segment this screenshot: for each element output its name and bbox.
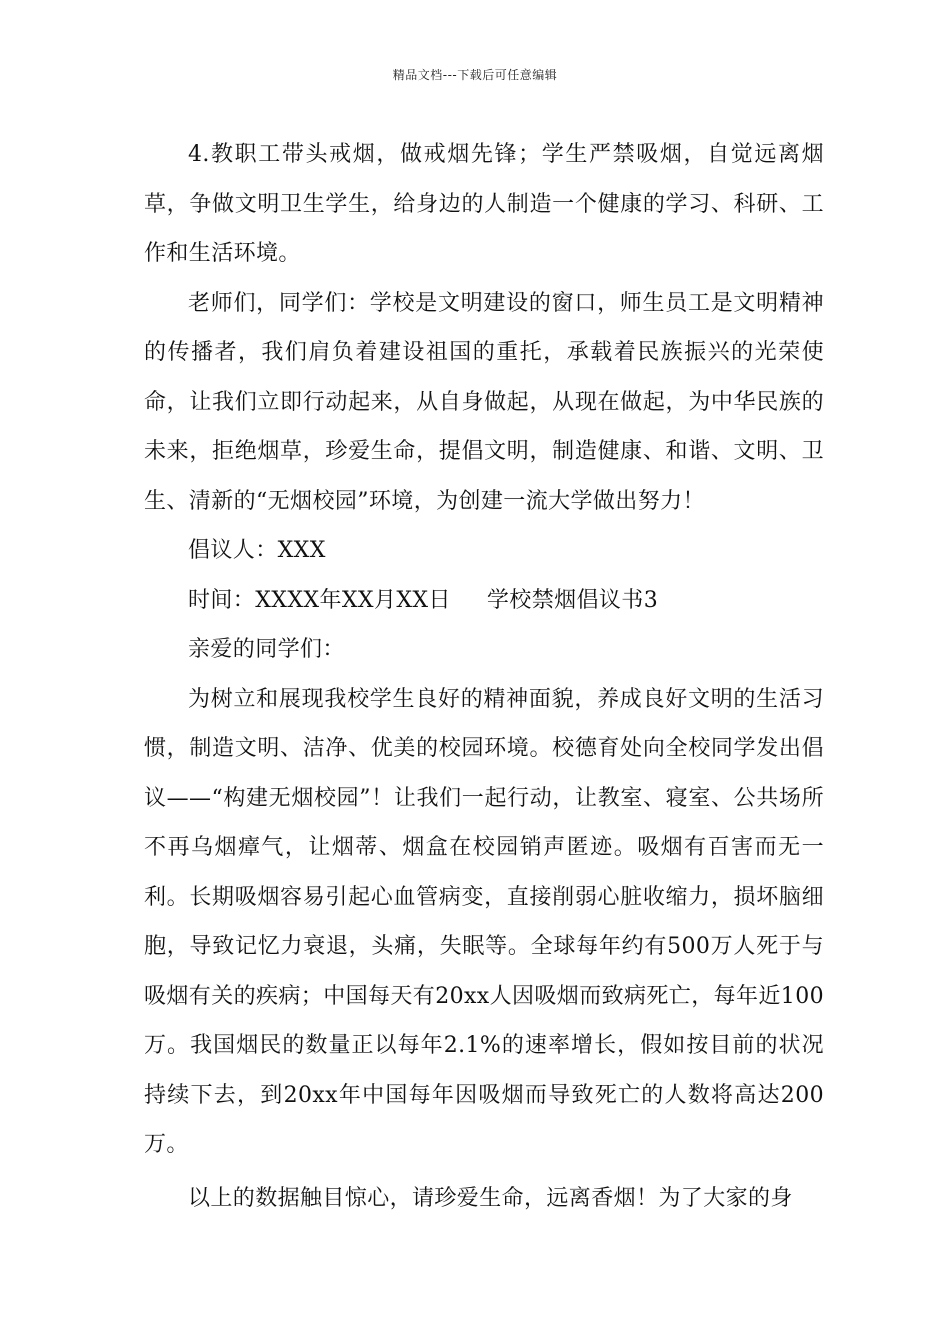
paragraph-proposal: 为树立和展现我校学生良好的精神面貌，养成良好文明的生活习惯，制造文明、洁净、优美的校园环境。校德育处向全校同学发出倡议——“构建无烟校园”！让我们一起行动，让教室、寝室、公共场所不再乌烟瘴气，让烟蒂、烟盒在校园销声匿迹。吸烟有百害而无一利。长期吸烟容易引起心血管病变，直接削弱心脏收缩力，损坏脑细胞，导致记忆力衰退，头痛，失眠等。全球每年约有500万人死于与吸烟有关的疾病；中国每天有20xx人因吸烟而致病死亡，每年近100万。我国烟民的数量正以每年2.1%的速率增长，假如按目前的状况持续下去，到20xx年中国每年因吸烟而导致死亡的人数将高达200万。 bbox=[144, 686, 825, 1157]
paragraph-salutation: 亲爱的同学们： bbox=[188, 637, 345, 662]
paragraph-conclusion: 以上的数据触目惊心，请珍爱生命，远离香烟！为了大家的身 bbox=[188, 1185, 793, 1211]
section-title: 学校禁烟倡议书3 bbox=[486, 587, 659, 613]
paragraph-date-title bbox=[144, 576, 824, 626]
paragraph-teacher-smoking: 4.教职工带头戒烟，做戒烟先锋；学生严禁吸烟，自觉远离烟草，争做文明卫生学生，给身边的人制造一个健康的学习、科研、工作和生活环境。 bbox=[144, 142, 824, 266]
date-line: 时间：XXXX年XX月XX日 bbox=[188, 587, 451, 613]
paragraph-appeal: 老师们，同学们：学校是文明建设的窗口，师生员工是文明精神的传播者，我们肩负着建设祖国的重托，承载着民族振兴的光荣使命，让我们立即行动起来，从自身做起，从现在做起，为中华民族的未来，拒绝烟草，珍爱生命，提倡文明，制造健康、和谐、文明、卫生、清新的“无烟校园”环境，为创建一流大学做出努力！ bbox=[144, 290, 824, 514]
document-body bbox=[144, 130, 824, 1223]
page-header: 精品文档---下载后可任意编辑 bbox=[392, 68, 558, 82]
paragraph-initiator: 倡议人：XXX bbox=[188, 538, 326, 563]
